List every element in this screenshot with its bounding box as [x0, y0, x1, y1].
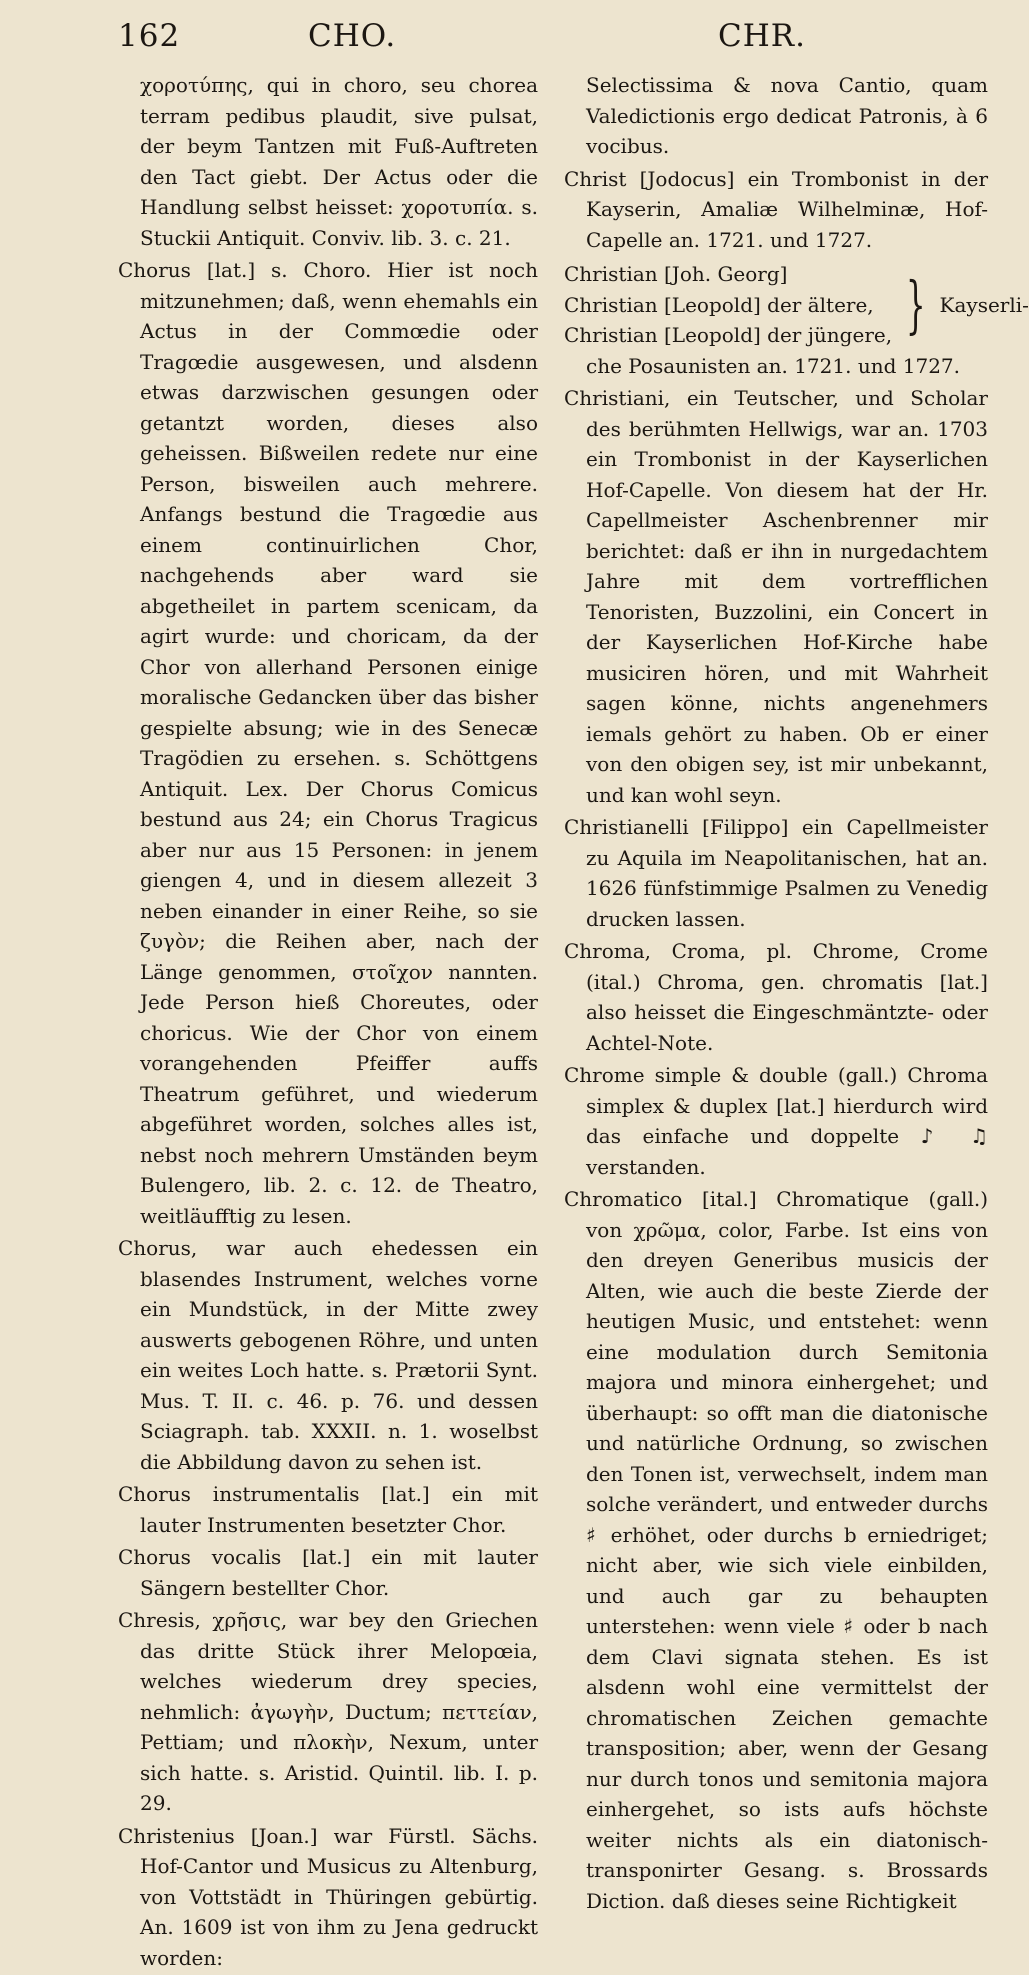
entry-christianelli: Christianelli [Filippo] ein Capellmeister zu Aquila im Neapolitanischen, hat an. 1626 fünfstimmige Psalmen zu Venedig drucken lassen.: [564, 815, 988, 931]
left-heading: CHO.: [308, 18, 397, 54]
entry-chroma: Chroma, Croma, pl. Chrome, Crome (ital.) Chroma, gen. chromatis [lat.] also heisset die Eingeschmäntzte- oder Achtel-Note.: [564, 939, 988, 1055]
running-header: [0, 16, 1000, 60]
entry-chorus-instrumentalis: Chorus instrumentalis [lat.] ein mit lauter Instrumenten besetzter Chor.: [118, 1482, 538, 1537]
entry-continuation: χοροτύπης, qui in choro, seu chorea terram pedibus plaudit, sive pulsat, der beym Tantzen mit Fuß-Auftreten den Tact giebt. Der Actus oder die Handlung selbst heisset: χοροτυπία. s. Stuckii Antiquit. Conviv. lib. 3. c. 21.: [140, 73, 538, 250]
brace-continuation: che Posaunisten an. 1721. und 1727.: [586, 353, 960, 378]
entry-chorus-vocalis: Chorus vocalis [lat.] ein mit lauter Sängern bestellter Chor.: [118, 1545, 538, 1600]
entry-continuation: Selectissima & nova Cantio, quam Valedictionis ergo dedicat Patronis, à 6 vocibus.: [586, 73, 988, 158]
entry-christ: Christ [Jodocus] ein Trombonist in der Kayserin, Amaliæ Wilhelminæ, Hof-Capelle an. 1721. und 1727.: [564, 166, 988, 252]
right-column: [564, 70, 1029, 1918]
entry-christenius: Christenius [Joan.] war Fürstl. Sächs. Hof-Cantor und Musicus zu Altenburg, von Vottstädt in Thüringen gebürtig. An. 1609 ist von ihm zu Jena gedruckt worden:: [118, 1823, 538, 1970]
right-heading: CHR.: [718, 18, 806, 54]
left-column: [118, 70, 538, 1975]
entry-chromatico: Chromatico [ital.] Chromatique (gall.) von χρῶμα, color, Farbe. Ist eins von den dreyen Generibus musicis der Alten, wie auch die beste Zierde der heutigen Music, und entstehet: wenn eine modulation durch Semitonia majora und minora einhergehet; und überhaupt: so offt man die diatonische und natürliche Ordnung, so zwischen den Tonen ist, verwechselt, indem man solche verändert, und entweder durchs ♯ erhöhet, oder durchs b erniedriget; nicht aber, wie sich viele einbilden, und auch gar zu behaupten unterstehen: wenn viele ♯ oder b nach dem Clavi signata stehen. Es ist alsdenn wohl eine vermittelst der chromatischen Zeichen gemachte transposition; aber, wenn der Gesang nur durch tonos und semitonia majora einhergehet, so ists aufs höchste weiter nichts als ein diatonisch- transponirter Gesang. s. Brossards Diction. daß dieses seine Richtigkeit: [564, 1187, 988, 1913]
entry-chorus-instrument: Chorus, war auch ehedessen ein blasendes Instrument, welches vorne ein Mundstück, in der Mitte zwey auswerts gebogenen Röhre, und unten ein weites Loch hatte. s. Prætorii Synt. Mus. T. II. c. 46. p. 76. und dessen Sciagraph. tab. XXXII. n. 1. woselbst die Abbildung davon zu sehen ist.: [118, 1236, 538, 1474]
brace-tail: Kayserli-: [939, 292, 1029, 317]
brace-names: [564, 259, 892, 351]
brace-line: Christian [Joh. Georg]: [564, 262, 788, 286]
entry-chresis: Chresis, χρῆσις, war bey den Griechen das dritte Stück ihrer Melopœia, welches wiederum drey species, nehmlich: ἀγωγὴν, Ductum; πεττείαν, Pettiam; und πλοκὴν, Nexum, unter sich hatte. s. Aristid. Quintil. lib. I. p. 29.: [118, 1608, 538, 1815]
brace-line: Christian [Leopold] der ältere,: [564, 292, 874, 317]
entry-christiani: Christiani, ein Teutscher, und Scholar des berühmten Hellwigs, war an. 1703 ein Trombonist in der Kayserlichen Hof-Capelle. Von diesem hat der Hr. Capellmeister Aschenbrenner mir berichtet: daß er ihn in nurgedachtem Jahre mit dem vortrefflichen Tenoristen, Buzzolini, ein Concert in der Kayserlichen Hof-Kirche habe musiciren hören, und mit Wahrheit sagen könne, nichts angenehmers iemals gehört zu haben. Ob er einer von den obigen sey, ist mir unbekannt, und kan wohl seyn.: [564, 386, 988, 807]
entry-chorus: Chorus [lat.] s. Choro. Hier ist noch mitzunehmen; daß, wenn ehemahls ein Actus in der Commœdie oder Tragœdie ausgewesen, und alsdenn etwas darzwischen gesungen oder getantzt worden, dieses also geheissen. Bißweilen redete nur eine Person, bisweilen auch mehrere. Anfangs bestund die Tragœdie aus einem continuirlichen Chor, nachgehends aber ward sie abgetheilet in partem scenicam, da agirt wurde: und choricam, da der Chor von allerhand Personen einige moralische Gedancken über das bisher gespielte absung; wie in des Senecæ Tragödien zu ersehen. s. Schöttgens Antiquit. Lex. Der Chorus Comicus bestund aus 24; ein Chorus Tragicus aber nur aus 15 Personen: in jenem giengen 4, und in diesem allezeit 3 neben einander in einer Reihe, so sie ζυγὸν; die Reihen aber, nach der Länge genommen, στοῖχον nannten. Jede Person hieß Choreutes, oder choricus. Wie der Chor von einem vorangehenden Pfeiffer auffs Theatrum geführet, und wiederum abgeführet worden, solches alles ist, nebst noch mehrern Umständen beym Bulengero, lib. 2. c. 12. de Theatro, weitläufftig zu lesen.: [118, 258, 538, 1228]
entry-chrome-simple: Chrome simple & double (gall.) Chroma simplex & duplex [lat.] hierdurch wird das einfache und doppelte ♪ ♫ verstanden.: [564, 1063, 988, 1179]
page-number: 162: [118, 18, 181, 54]
brace-line: Christian [Leopold] der jüngere,: [564, 323, 893, 347]
brace-group: [564, 259, 1029, 351]
curly-brace: }: [905, 267, 926, 341]
